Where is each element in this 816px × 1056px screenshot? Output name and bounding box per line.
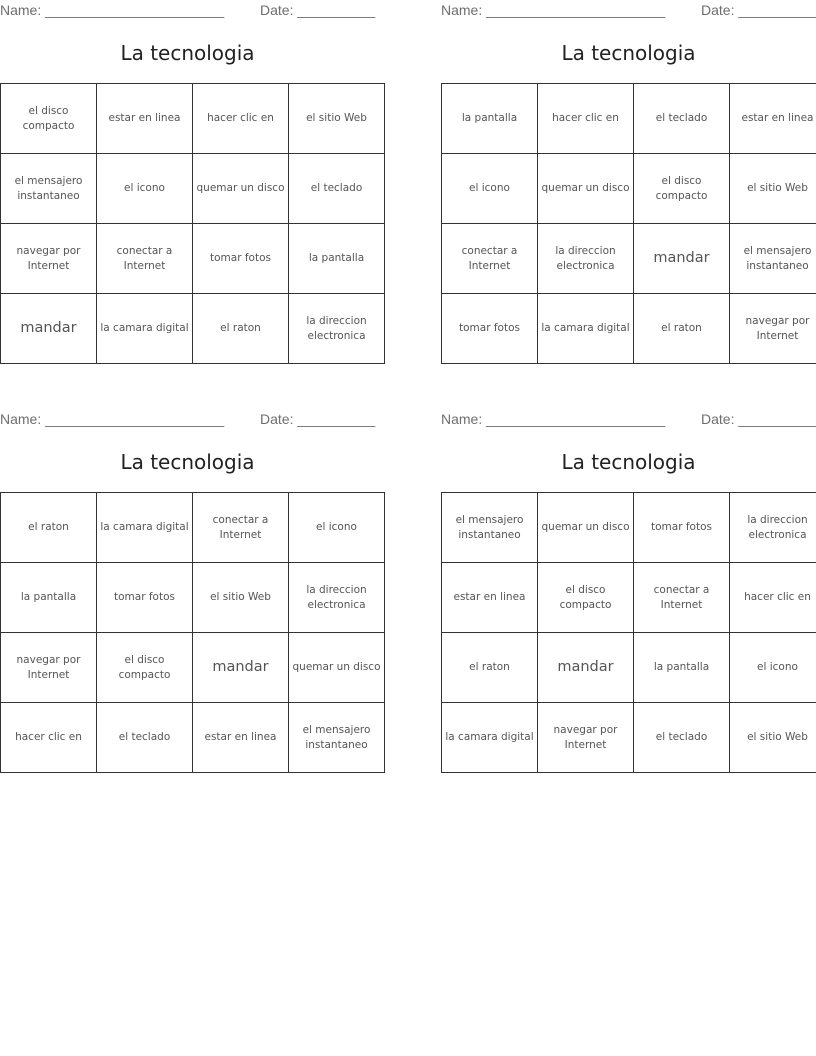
bingo-cell[interactable]: la direccion electronica	[289, 563, 385, 633]
bingo-cell[interactable]: estar en linea	[97, 84, 193, 154]
bingo-row	[442, 84, 816, 154]
bingo-cell[interactable]: quemar un disco	[538, 493, 634, 563]
bingo-row	[1, 224, 385, 294]
bingo-card	[441, 409, 816, 751]
card-title: La tecnologia	[561, 41, 696, 65]
name-field[interactable]: Name: _______________________	[441, 2, 666, 18]
bingo-row	[1, 294, 385, 364]
bingo-row	[1, 84, 385, 154]
bingo-cell[interactable]: la pantalla	[1, 563, 97, 633]
bingo-cell[interactable]: el mensajero instantaneo	[1, 154, 97, 224]
bingo-cell[interactable]: la pantalla	[289, 224, 385, 294]
bingo-cell[interactable]: estar en linea	[193, 703, 289, 773]
bingo-cell[interactable]: quemar un disco	[193, 154, 289, 224]
bingo-cell[interactable]: el raton	[442, 633, 538, 703]
bingo-cell[interactable]: la pantalla	[442, 84, 538, 154]
bingo-cell[interactable]: el raton	[1, 493, 97, 563]
bingo-row	[1, 703, 385, 773]
bingo-row	[442, 294, 816, 364]
bingo-cell[interactable]: navegar por Internet	[1, 224, 97, 294]
bingo-row	[1, 633, 385, 703]
bingo-cell[interactable]: tomar fotos	[97, 563, 193, 633]
bingo-cell[interactable]: quemar un disco	[289, 633, 385, 703]
bingo-row	[442, 154, 816, 224]
card-title: La tecnologia	[561, 450, 696, 474]
bingo-row	[1, 154, 385, 224]
bingo-cell[interactable]: el disco compacto	[97, 633, 193, 703]
bingo-cell[interactable]: el icono	[97, 154, 193, 224]
bingo-grid	[441, 492, 816, 773]
bingo-row	[442, 703, 816, 773]
bingo-cell[interactable]: conectar a Internet	[634, 563, 730, 633]
date-field[interactable]: Date: __________	[701, 2, 816, 18]
bingo-cell[interactable]: el mensajero instantaneo	[442, 493, 538, 563]
bingo-cell[interactable]: quemar un disco	[538, 154, 634, 224]
bingo-cell[interactable]: el sitio Web	[193, 563, 289, 633]
bingo-cell[interactable]: mandar	[1, 294, 97, 364]
bingo-cell[interactable]: la camara digital	[538, 294, 634, 364]
bingo-cell[interactable]: mandar	[634, 224, 730, 294]
bingo-card	[0, 409, 381, 751]
bingo-cell[interactable]: el icono	[289, 493, 385, 563]
bingo-cell[interactable]: tomar fotos	[193, 224, 289, 294]
bingo-cell[interactable]: la camara digital	[442, 703, 538, 773]
bingo-cell[interactable]: hacer clic en	[193, 84, 289, 154]
bingo-cell[interactable]: el icono	[442, 154, 538, 224]
bingo-cell[interactable]: mandar	[193, 633, 289, 703]
date-field[interactable]: Date: __________	[260, 2, 376, 18]
bingo-row	[1, 563, 385, 633]
bingo-cell[interactable]: hacer clic en	[730, 563, 816, 633]
bingo-cell[interactable]: el teclado	[289, 154, 385, 224]
bingo-cell[interactable]: tomar fotos	[442, 294, 538, 364]
bingo-cell[interactable]: el sitio Web	[730, 703, 816, 773]
bingo-card	[441, 0, 816, 342]
bingo-card	[0, 0, 376, 342]
bingo-cell[interactable]: el teclado	[634, 84, 730, 154]
name-field[interactable]: Name: _______________________	[441, 411, 666, 427]
bingo-cell[interactable]: el mensajero instantaneo	[289, 703, 385, 773]
bingo-row	[1, 493, 385, 563]
name-field[interactable]: Name: _______________________	[0, 411, 225, 427]
card-title: La tecnologia	[120, 450, 255, 474]
card-header	[0, 409, 375, 431]
bingo-cell[interactable]: hacer clic en	[1, 703, 97, 773]
bingo-grid	[0, 83, 385, 364]
bingo-cell[interactable]: estar en linea	[730, 84, 816, 154]
bingo-row	[442, 493, 816, 563]
bingo-cell[interactable]: el mensajero instantaneo	[730, 224, 816, 294]
bingo-cell[interactable]: conectar a Internet	[97, 224, 193, 294]
bingo-cell[interactable]: la direccion electronica	[289, 294, 385, 364]
bingo-cell[interactable]: el disco compacto	[634, 154, 730, 224]
bingo-cell[interactable]: navegar por Internet	[1, 633, 97, 703]
bingo-cell[interactable]: tomar fotos	[634, 493, 730, 563]
bingo-cell[interactable]: navegar por Internet	[538, 703, 634, 773]
bingo-cell[interactable]: el icono	[730, 633, 816, 703]
date-field[interactable]: Date: __________	[701, 411, 816, 427]
bingo-row	[442, 563, 816, 633]
bingo-cell[interactable]: hacer clic en	[538, 84, 634, 154]
card-header	[0, 0, 375, 22]
bingo-cell[interactable]: la direccion electronica	[538, 224, 634, 294]
bingo-cell[interactable]: la pantalla	[634, 633, 730, 703]
bingo-cell[interactable]: el teclado	[634, 703, 730, 773]
bingo-cell[interactable]: el teclado	[97, 703, 193, 773]
bingo-cell[interactable]: conectar a Internet	[193, 493, 289, 563]
bingo-cell[interactable]: la direccion electronica	[730, 493, 816, 563]
bingo-row	[442, 633, 816, 703]
bingo-grid	[441, 83, 816, 364]
card-header	[441, 0, 816, 22]
bingo-cell[interactable]: navegar por Internet	[730, 294, 816, 364]
card-header	[441, 409, 816, 431]
bingo-cell[interactable]: la camara digital	[97, 294, 193, 364]
bingo-cell[interactable]: el sitio Web	[289, 84, 385, 154]
bingo-cell[interactable]: el disco compacto	[538, 563, 634, 633]
bingo-cell[interactable]: el raton	[193, 294, 289, 364]
card-title: La tecnologia	[120, 41, 255, 65]
bingo-cell[interactable]: estar en linea	[442, 563, 538, 633]
bingo-cell[interactable]: la camara digital	[97, 493, 193, 563]
bingo-row	[442, 224, 816, 294]
bingo-cell[interactable]: conectar a Internet	[442, 224, 538, 294]
bingo-cell[interactable]: el sitio Web	[730, 154, 816, 224]
name-field[interactable]: Name: _______________________	[0, 2, 225, 18]
bingo-grid	[0, 492, 385, 773]
bingo-cell[interactable]: el raton	[634, 294, 730, 364]
bingo-cell[interactable]: el disco compacto	[1, 84, 97, 154]
date-field[interactable]: Date: __________	[260, 411, 376, 427]
bingo-cell[interactable]: mandar	[538, 633, 634, 703]
